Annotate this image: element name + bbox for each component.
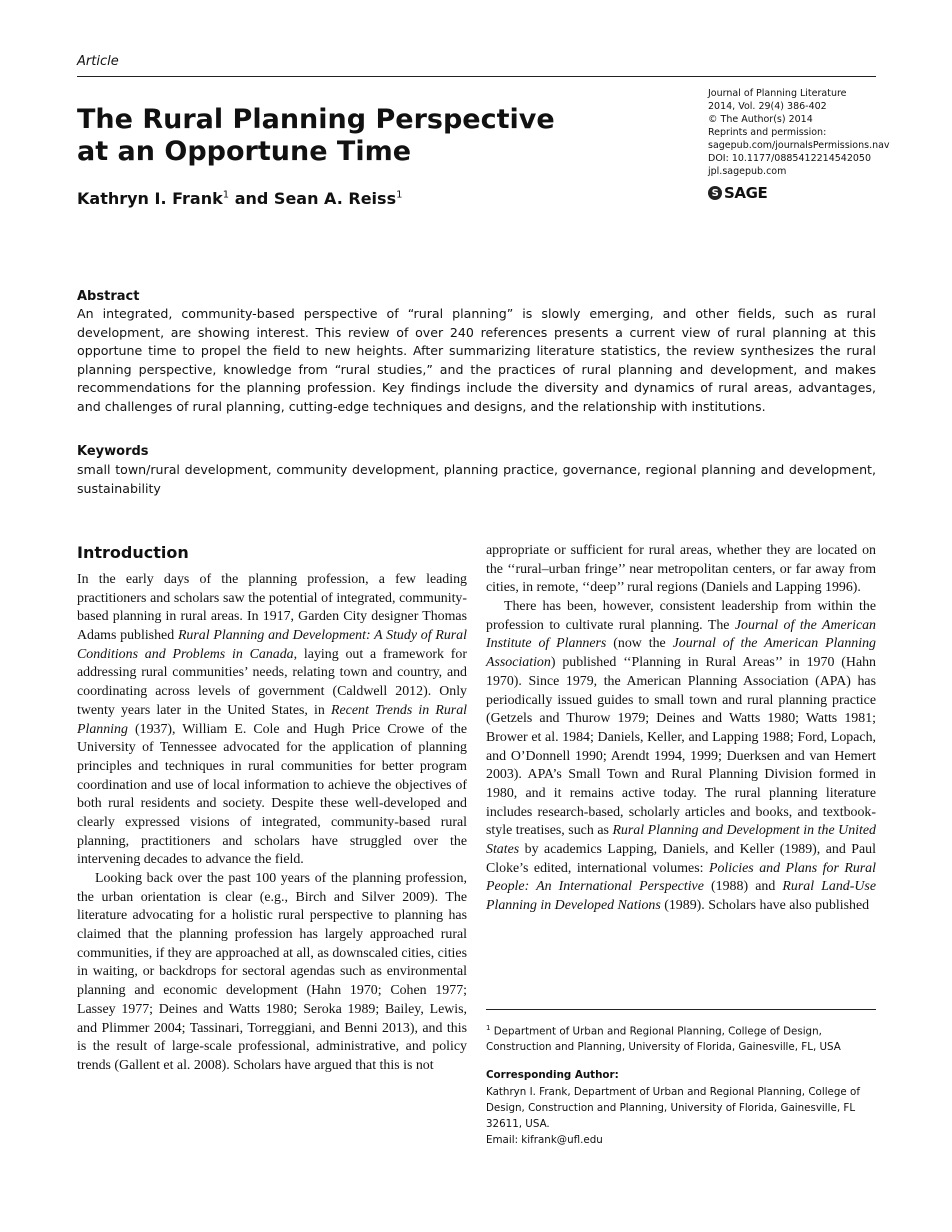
reprints-line: Reprints and permission: [708,127,827,138]
book-title: Recent Trends in Rural Planning [77,702,467,737]
book-title: Rural Land-Use Planning in Developed Nations [486,879,876,914]
book-title: Rural Planning and Development: A Study of Rural Conditions and Problems in Canada [77,628,467,662]
text-run: , laying out a framework for addressing rural communities’ needs, relating town and country, and coordinating across levels of government (Caldwell 2012). Only twenty years later in the United States, in [77,646,467,718]
paragraph: appropriate or sufficient for rural areas, whether they are located on the ‘‘rural–urban fringe’’ near metropolitan centers, or far away from cities, in remote, ‘‘deep’’ rural regions (Daniels and Lapping 1996). [486,543,876,596]
footnote-divider [486,1009,876,1010]
paragraph: Looking back over the past 100 years of the planning profession, the urban orientation is clear (e.g., Birch and Silver 2009). The literature advocating for a holistic rural perspective to planning has claimed that the planning profession has largely approached rural communities, if they are approached at all, as downscaled cities, cities in waiting, or backdrops for sectoral agendas such as environmental planning and economic development (Hahn 1970; Cohen 1977; Lassey 1977; Deines and Watts 1980; Seroka 1989; Bailey, Lewis, and Plimmer 2004; Tassinari, Torreggiani, and Benni 2013), and this is the result of large-scale professional, administrative, and policy trends (Gallent et al. 2008). Scholars have argued that this is not [77,871,467,1073]
sage-logo [708,184,767,202]
text-run: (1989). Scholars have also published [660,898,870,914]
corresponding-author [486,1084,878,1148]
text-run: (1988) and [703,879,783,895]
text-run: There has been, however, consistent leadership from within the profession to cultivate rural planning. The [486,599,876,633]
text-run: In the early days of the planning profession, a few leading practitioners and scholars saw the potential of integrated, community-based planning in rural areas. In 1917, Garden City designer Thomas Adams published [77,572,467,644]
book-title: Rural Planning and Development in the United States [486,823,876,857]
section-label: Article [77,54,119,69]
copyright-line: © The Author(s) 2014 [708,114,813,125]
author-name: Sean A. Reiss [273,189,397,208]
author-list [77,189,402,208]
email-link[interactable]: Email: kifrank@ufl.edu [486,1134,603,1146]
journal-volume: 2014, Vol. 29(4) 386-402 [708,101,827,112]
title-line-1: The Rural Planning Perspective [77,104,555,135]
paragraph [486,598,876,916]
book-title: Policies and Plans for Rural People: An International Perspective [486,860,876,895]
abstract-heading: Abstract [77,289,140,304]
journal-title: Journal of the American Institute of Planners [486,617,876,652]
body-column-left [77,571,467,1076]
doi-link[interactable]: DOI: 10.1177/0885412214542050 [708,153,872,164]
text-run: (now the [606,636,673,652]
text-run: ) published ‘‘Planning in Rural Areas’’ in 1970 (Hahn 1970). Since 1979, the American Planning Association (APA) has periodically issued guides to small town and rural planning practice (Getzels and Thurow 1979; Deines and Watts 1980; Watts 1981; Brower et al. 1984; Daniels, Keller, and Lapping 1988; Ford, Lopach, and O’Donnell 1990; Arendt 1994, 1999; Duerksen and van Hemert 2003). APA’s Small Town and Rural Planning Division formed in 1980, and it remains active today. The rural planning literature includes research-based, scholarly articles and books, and textbook-style treatises, such as [486,655,876,839]
affiliation-marker: 1 [222,189,230,201]
affiliation-marker: 1 [486,1024,491,1032]
author-name: Kathryn I. Frank [77,189,223,208]
author-conjunction: and [234,189,269,208]
permissions-link[interactable]: sagepub.com/journalsPermissions.nav [708,140,890,151]
sage-s-icon: S [708,186,722,200]
journal-title: Journal of the American Planning Association [486,636,877,671]
corresponding-author-text: Kathryn I. Frank, Department of Urban and Regional Planning, College of Design, Construction and Planning, University of Florida, Gainesville, FL 32611, USA. [486,1086,860,1130]
paragraph [77,571,467,870]
keywords-heading: Keywords [77,444,149,459]
title-line-2: at an Opportune Time [77,136,412,167]
body-column-right [486,542,876,916]
journal-info [708,87,890,178]
journal-name: Journal of Planning Literature [708,88,847,99]
text-run: (1937), William E. Cole and Hugh Price Crowe of the University of Tennessee advocated for the application of planning principles and techniques in rural communities for better program coordination and use of local information to achieve the objectives of both rural residents and society. Despite these well-developed and clearly expressed visions of integrated, community-based rural planning, practitioners and scholars have struggled over the intervening decades to advance the field. [77,721,467,868]
affiliation-marker: 1 [396,189,403,201]
keywords-text: small town/rural development, community development, planning practice, governance, regional planning and development, sustainability [77,462,876,496]
article-title [77,104,637,168]
journal-site-link[interactable]: jpl.sagepub.com [708,166,787,177]
publisher-logo-text: SAGE [724,184,768,202]
affiliation-text: Department of Urban and Regional Planning, College of Design, Construction and Planning, University of Florida, Gainesville, FL, USA [486,1025,841,1054]
introduction-heading: Introduction [77,543,189,562]
header-divider [77,76,876,77]
text-run: by academics Lapping, Daniels, and Keller (1989), and Paul Cloke’s edited, international volumes: [486,842,876,876]
abstract-text: An integrated, community-based perspective of “rural planning” is slowly emerging, and other fields, such as rural development, are showing interest. This review of over 240 references presents a current view of rural planning at this opportune time to propel the field to new heights. After summarizing literature statistics, the review synthesizes the rural planning perspective, knowledge from “rural studies,” and the practices of rural planning and development, and makes recommendations for the planning profession. Key findings include the diversity and dynamics of rural areas, advantages, and challenges of rural planning, cutting-edge techniques and designs, and the relationship with institutions. [77,306,876,414]
corresponding-author-heading: Corresponding Author: [486,1069,619,1081]
affiliation-footnote [486,1020,878,1055]
